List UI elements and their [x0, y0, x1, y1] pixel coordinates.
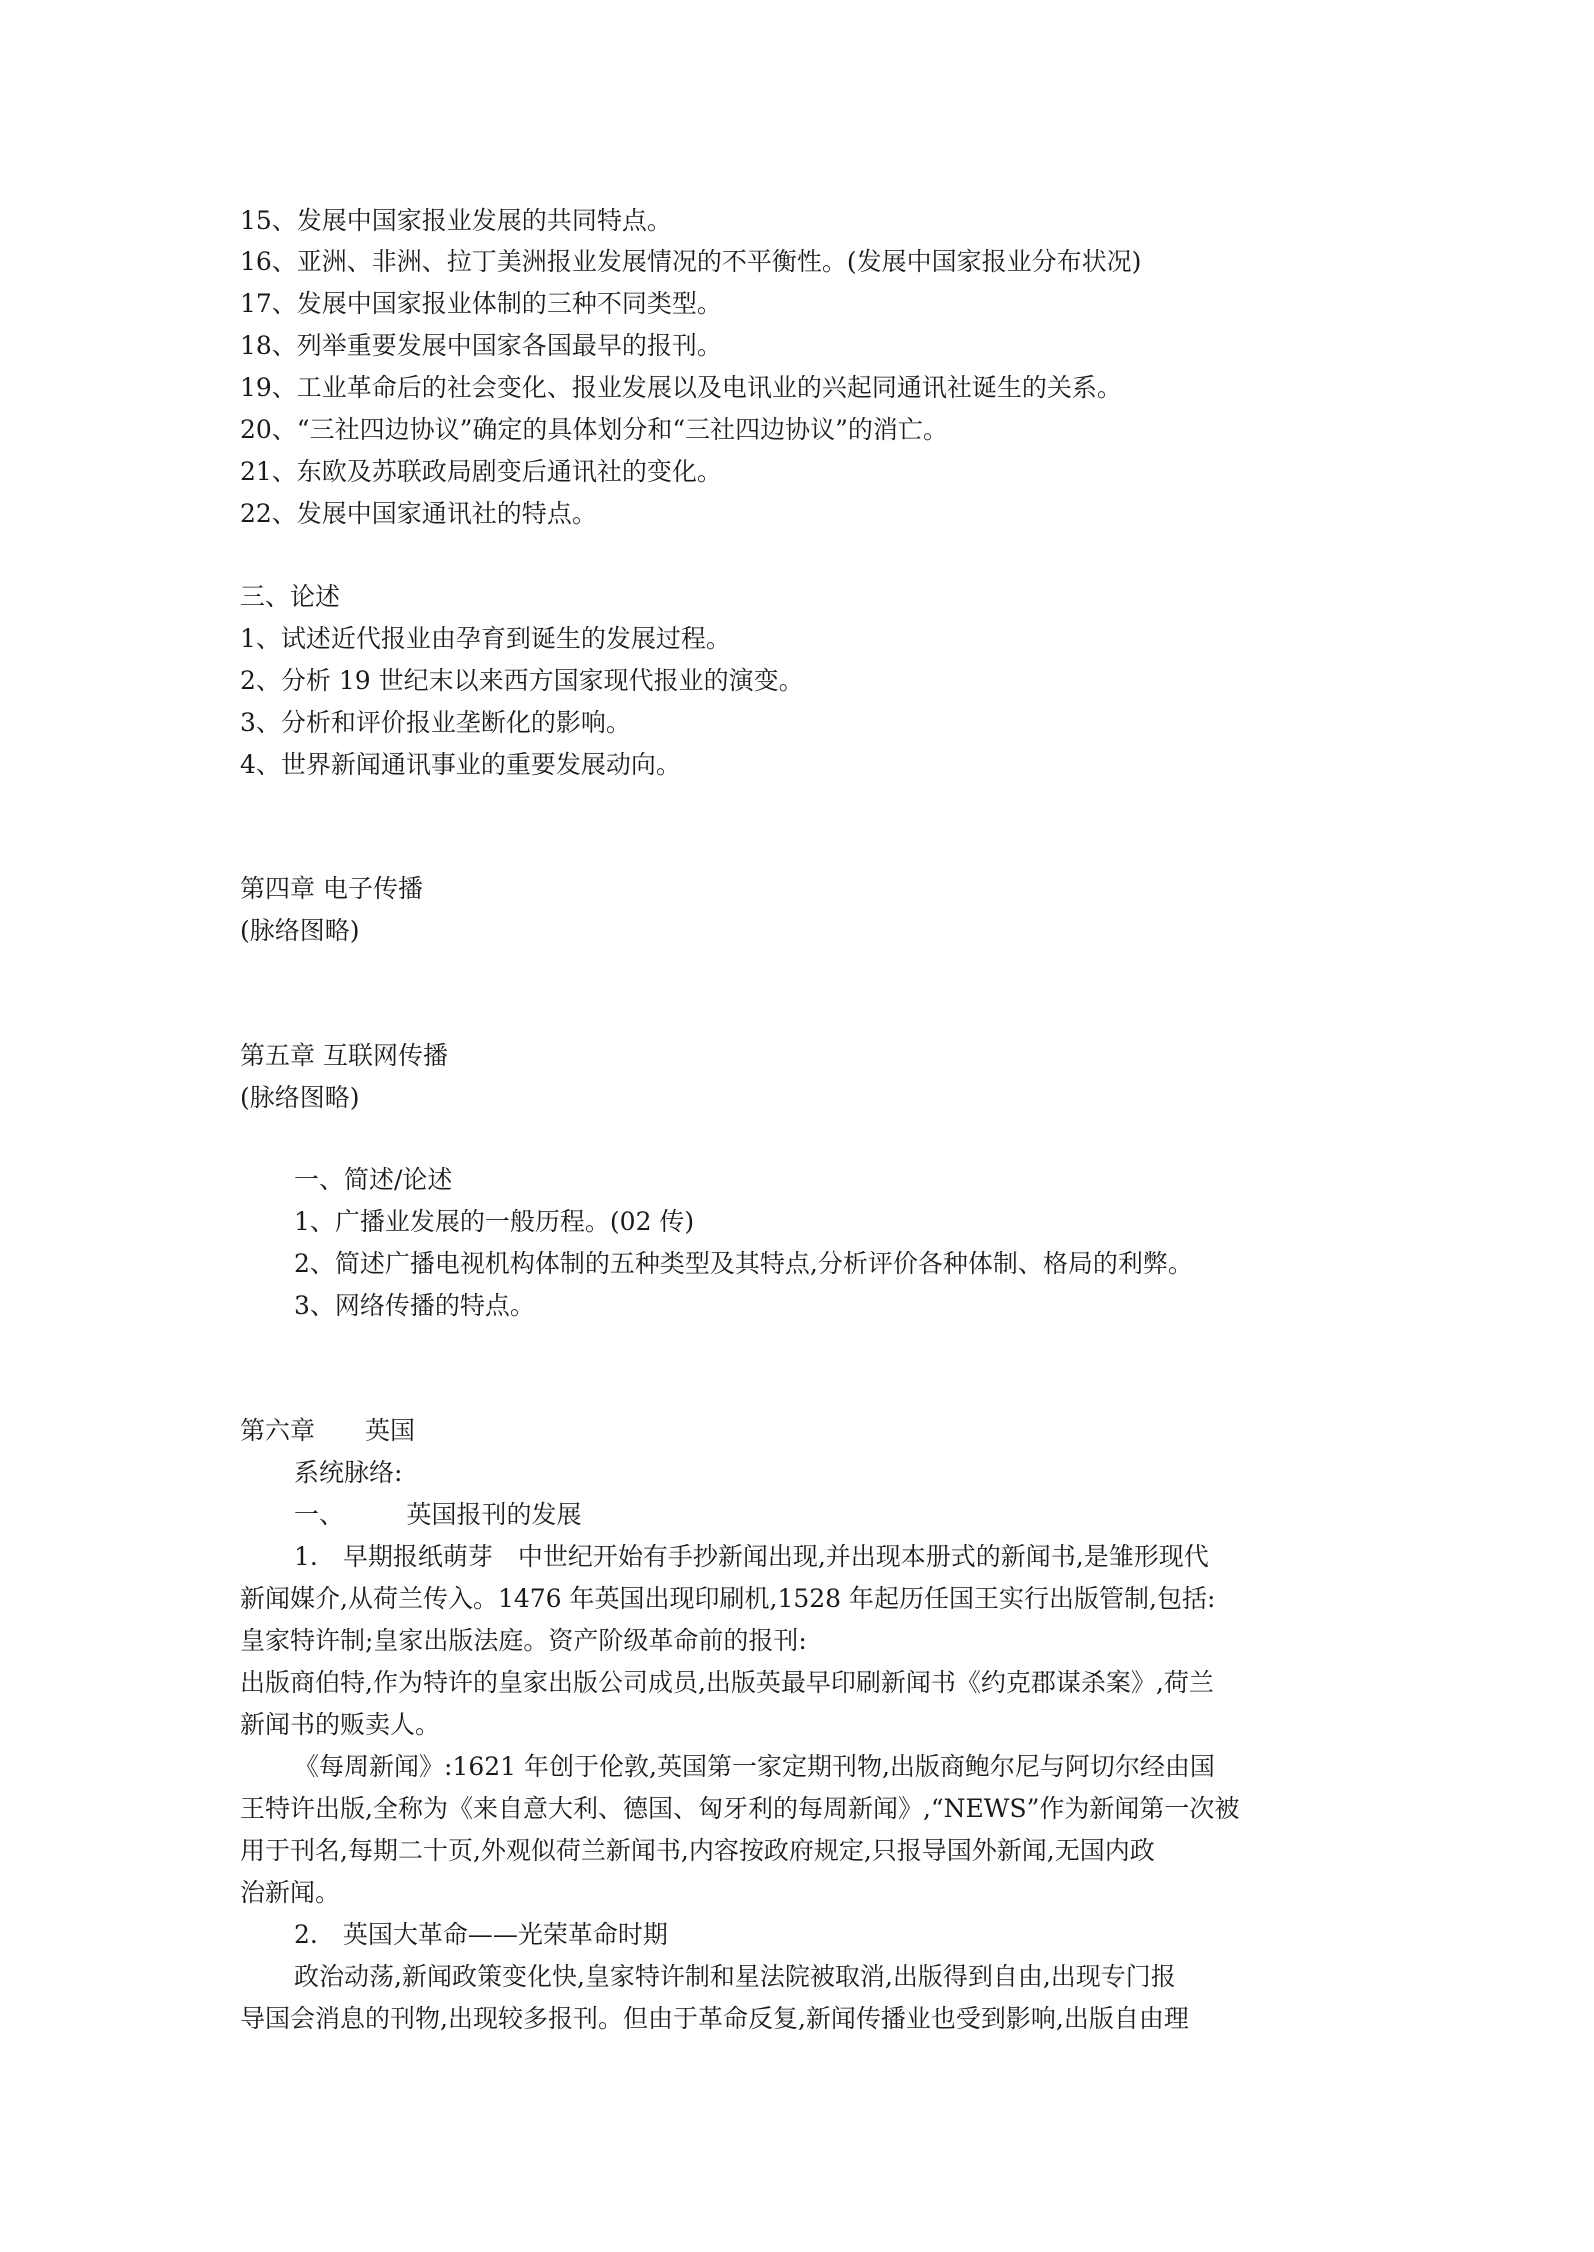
list-item-16: 16、亚洲、非洲、拉丁美洲报业发展情况的不平衡性。(发展中国家报业分布状况): [240, 247, 1142, 276]
chapter-6-system-label: 系统脉络:: [294, 1458, 403, 1487]
point-1-line: 新闻书的贩卖人。: [240, 1710, 441, 1739]
list-item-15: 15、发展中国家报业发展的共同特点。: [240, 206, 672, 235]
point-1-line: 新闻媒介,从荷兰传入。1476 年英国出现印刷机,1528 年起历任国王实行出版管制,包括:: [240, 1584, 1216, 1613]
weekly-news-line: 治新闻。: [240, 1878, 341, 1907]
point-1-heading: 1. 早期报纸萌芽 中世纪开始有手抄新闻出现,并出现本册式的新闻书,是雏形现代: [294, 1542, 1209, 1571]
chapter-5-item-3: 3、网络传播的特点。: [294, 1291, 535, 1320]
section-heading-essay: 三、论述: [240, 582, 341, 611]
point-1-line: 皇家特许制;皇家出版法庭。资产阶级革命前的报刊:: [240, 1626, 807, 1655]
essay-item-1: 1、试述近代报业由孕育到诞生的发展过程。: [240, 624, 731, 653]
point-2-line: 导国会消息的刊物,出现较多报刊。但由于革命反复,新闻传播业也受到影响,出版自由理: [240, 2004, 1189, 2033]
chapter-5-item-1: 1、广播业发展的一般历程。(02 传): [294, 1207, 695, 1236]
list-item-17: 17、发展中国家报业体制的三种不同类型。: [240, 289, 722, 318]
chapter-5-subheading: 一、简述/论述: [294, 1165, 453, 1194]
weekly-news-line: 用于刊名,每期二十页,外观似荷兰新闻书,内容按政府规定,只报导国外新闻,无国内政: [240, 1836, 1155, 1865]
list-item-22: 22、发展中国家通讯社的特点。: [240, 499, 597, 528]
chapter-5-title: 第五章 互联网传播: [240, 1041, 448, 1070]
point-2-first-line: 政治动荡,新闻政策变化快,皇家特许制和星法院被取消,出版得到自由,出现专门报: [294, 1962, 1176, 1991]
point-2-heading: 2. 英国大革命——光荣革命时期: [294, 1920, 668, 1949]
point-1-line: 出版商伯特,作为特许的皇家出版公司成员,出版英最早印刷新闻书《约克郡谋杀案》,荷兰: [240, 1668, 1214, 1697]
chapter-6-title: 第六章 英国: [240, 1416, 416, 1445]
weekly-news-first-line: 《每周新闻》:1621 年创于伦敦,英国第一家定期刊物,出版商鲍尔尼与阿切尔经由国: [294, 1752, 1215, 1781]
chapter-4-note: (脉络图略): [240, 916, 360, 945]
essay-item-4: 4、世界新闻通讯事业的重要发展动向。: [240, 750, 681, 779]
weekly-news-line: 王特许出版,全称为《来自意大利、德国、匈牙利的每周新闻》,“NEWS”作为新闻第一次被: [240, 1794, 1240, 1823]
list-item-20: 20、“三社四边协议”确定的具体划分和“三社四边协议”的消亡。: [240, 415, 948, 444]
list-item-18: 18、列举重要发展中国家各国最早的报刊。: [240, 331, 722, 360]
chapter-5-note: (脉络图略): [240, 1083, 360, 1112]
chapter-5-item-2: 2、简述广播电视机构体制的五种类型及其特点,分析评价各种体制、格局的利弊。: [294, 1249, 1193, 1278]
list-item-21: 21、东欧及苏联政局剧变后通讯社的变化。: [240, 457, 722, 486]
essay-item-2: 2、分析 19 世纪末以来西方国家现代报业的演变。: [240, 666, 804, 695]
list-item-19: 19、工业革命后的社会变化、报业发展以及电讯业的兴起同通讯社诞生的关系。: [240, 373, 1122, 402]
chapter-4-title: 第四章 电子传播: [240, 874, 423, 903]
chapter-6-section-one: 一、 英国报刊的发展: [294, 1500, 582, 1529]
essay-item-3: 3、分析和评价报业垄断化的影响。: [240, 708, 631, 737]
